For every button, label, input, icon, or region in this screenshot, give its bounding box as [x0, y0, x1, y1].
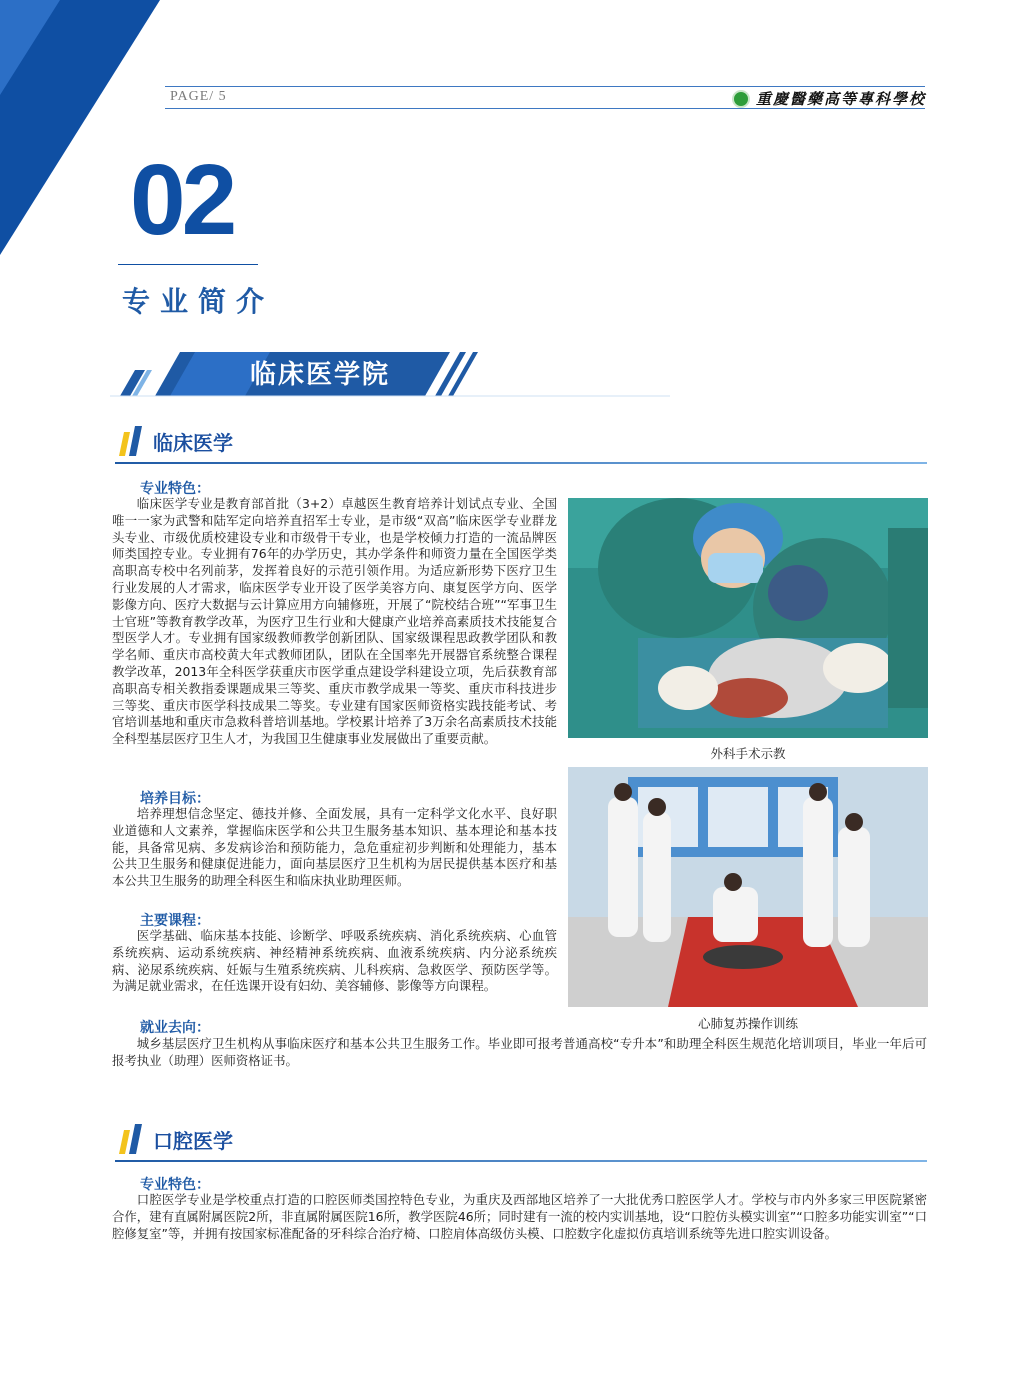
school-brand: [732, 88, 926, 109]
clinical-goal-label: 培养目标：: [140, 791, 210, 807]
photo-surgery: [568, 498, 928, 738]
clinical-features-text: 临床医学专业是教育部首批（3+2）卓越医生教育培养计划试点专业、全国唯一一家为武警和陆军定向培养直招军士专业，是市级“双高”临床医学专业群龙头专业、市级优质校建设专业和市级骨干专业，也是学校倾力打造的一流品牌医师类国控专业。专业拥有76年的办学历史，其办学条件和师资力量在全国医学类高职高专校中名列前茅，发挥着良好的示范引领作用。为适应新形势下医疗卫生行业发展的人才需求，临床医学专业开设了医学美容方向、康复医学方向、医学影像方向、医疗大数据与云计算应用方向辅修班，开展了“院校结合班”“军事卫生士官班”等教育教学改革，为医疗卫生行业和大健康产业培养高素质技术技能复合型医学人才。专业拥有国家级教师教学创新团队、国家级课程思政教学团队和教学名师、重庆市高校黄大年式教师团队，团队在全国率先开展器官系统整合课程教学改革，2013年全科医学获重庆市医学重点建设学科建设立项，先后获教育部高职高专相关教指委课题成果三等奖、重庆市教学成果一等奖、重庆市科技进步三等奖、重庆市医学科技成果二等奖。专业建有国家医师资格实践技能考试、考官培训基地和重庆市急救科普培训基地。学校累计培养了3万余名高素质技术技能全科型基层医疗卫生人才，为我国卫生健康事业发展做出了重要贡献。: [112, 496, 557, 747]
clinical-heading-rule: [115, 462, 927, 464]
clinical-career-label: 就业去向：: [140, 1020, 210, 1036]
page-number: PAGE/ 5: [170, 89, 227, 104]
chapter-underline: [118, 264, 258, 265]
school-logo-icon: [732, 90, 750, 108]
section-bars-icon: [115, 426, 145, 456]
chapter-title: 专业简介: [122, 285, 275, 318]
section-bars-icon: [115, 1124, 145, 1154]
dental-heading: 口腔医学: [153, 1128, 233, 1153]
header-rule-top: [165, 86, 925, 87]
clinical-career-text: 城乡基层医疗卫生机构从事临床医疗和基本公共卫生服务工作。毕业即可报考普通高校“专升本”和助理全科医生规范化培训项目，毕业一年后可报考执业（助理）医师资格证书。: [112, 1036, 927, 1068]
dental-features-label: 专业特色：: [140, 1177, 210, 1193]
subsection-dental: [115, 1124, 233, 1154]
dental-heading-rule: [115, 1160, 927, 1162]
chapter-number: 02: [130, 144, 234, 256]
photo-cpr-training: [568, 767, 928, 1007]
subsection-clinical: [115, 426, 233, 456]
photo-surgery-caption: 外科手术示教: [710, 746, 786, 761]
dental-features-text: 口腔医学专业是学校重点打造的口腔医师类国控特色专业，为重庆及西部地区培养了一大批优秀口腔医学人才。学校与市内外多家三甲医院紧密合作，建有直属附属医院2所，非直属附属医院16所，教学医院46所；同时建有一流的校内实训基地，设“口腔仿头模实训室”“口腔多功能实训室”“口腔修复室”等，并拥有按国家标准配备的牙科综合治疗椅、口腔肩体高级仿头模、口腔数字化虚拟仿真培训系统等先进口腔实训设备。: [112, 1192, 927, 1241]
clinical-courses-text: 医学基础、临床基本技能、诊断学、呼吸系统疾病、消化系统疾病、心血管系统疾病、运动系统疾病、神经精神系统疾病、血液系统疾病、内分泌系统疾病、泌尿系统疾病、妊娠与生殖系统疾病、儿科疾病、急救医学、预防医学等。为满足就业需求，在任选课开设有妇幼、美容辅修、影像等方向课程。: [112, 928, 557, 994]
banner-title: 临床医学院: [249, 360, 390, 390]
clinical-features-label: 专业特色：: [140, 481, 210, 497]
school-name: 重慶醫藥高等專科學校: [755, 90, 926, 108]
clinical-goal-text: 培养理想信念坚定、德技并修、全面发展，具有一定科学文化水平、良好职业道德和人文素养，掌握临床医学和公共卫生服务基本知识、基本理论和基本技能，具备常见病、多发病诊治和预防能力，急危重症初步判断和处理能力，基本公共卫生服务和健康促进能力，面向基层医疗卫生机构为居民提供基本医疗和基本公共卫生服务的助理全科医生和临床执业助理医师。: [112, 806, 557, 889]
clinical-courses-label: 主要课程：: [140, 913, 210, 929]
photo-cpr-caption: 心肺复苏操作训练: [697, 1016, 798, 1031]
clinical-heading: 临床医学: [153, 430, 233, 455]
